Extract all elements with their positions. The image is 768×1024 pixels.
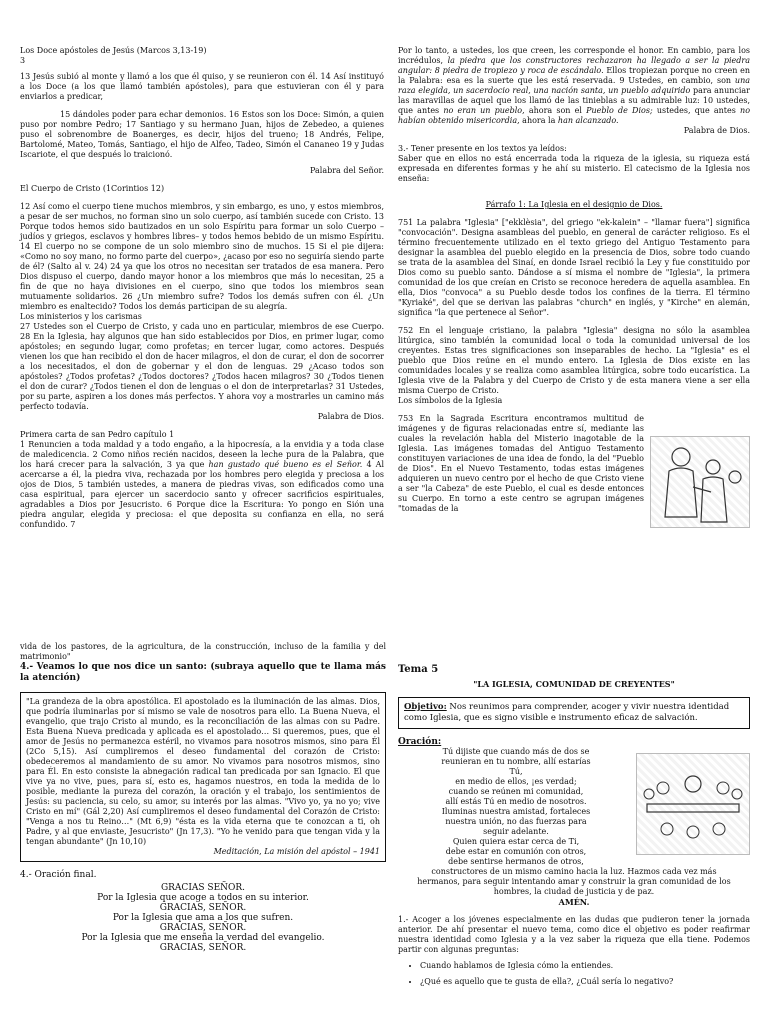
objective-box (398, 697, 750, 729)
objective-text: Nos reunimos para comprender, acoger y vivir nuestra identidad como Iglesia, que es signo visible e instrumento eficaz de salvación. (404, 702, 730, 723)
prayer-line: en medio de ellos, ¡es verdad; (455, 777, 577, 786)
apostles-heading: Los Doce apóstoles de Jesús (Marcos 3,13-19) (20, 46, 207, 55)
saint-quote-box (20, 692, 386, 862)
prayer-text-wide (398, 867, 750, 907)
prayer-text (398, 747, 634, 867)
corinthians-paragraph-2: 27 Ustedes son el Cuerpo de Cristo, y cada uno en particular, miembros de ese Cuerpo. 28 En la Iglesia, hay algunos que han sido establecidos por Dios, en primer lugar, como apóstoles; en segundo lugar, como profetas; en tercer lugar, como actores. Después vienen los que han recibido el don de hacer milagros, el don de curar, el don de socorrer a los necesitados, el don de gobernar y el don de lenguas. 29 ¿Acaso todos son apóstoles? ¿Todos profetas? ¿Todos doctores? ¿Todos hacen milagros? 30 ¿Todos tienen el don de curar? ¿Todos tienen el don de lenguas o el don de interpretarlas? 31 Ustedes, por su parte, aspiren a los dones más perfectos. Y ahora voy a mostrarles un camino más perfecto todavía. (20, 322, 384, 411)
item-1-welcome: 1.- Acoger a los jóvenes especialmente en las dudas que pudieron tener la jornada anterior. De ahí presentar el nuevo tema, como dice el objetivo es poder reafirmar nuestra identidad como Iglesia y a la vez saber la riqueza que ella tiene. Podemos partir con algunas preguntas: (398, 915, 750, 954)
prayer-label: Oración: (398, 737, 442, 747)
right-top-page (398, 46, 750, 528)
cont-c: para anunciar las maravillas de aquel que los llamó de las tinieblas a su admirable luz: 10 ustedes, que antes (398, 86, 751, 115)
prayer-line: hombres, la ciudad de justicia y de paz. (493, 887, 655, 896)
closing-word-god: Palabra de Dios. (317, 412, 384, 421)
saint-quote: "La grandeza de la obra apostólica. El apostolado es la iluminación de las almas. Dios, que podría iluminarlas por sí mismo se vale de nosotros para ello. La Buena Nueva, el evangelio, que trajo Cristo al mundo, es la reconciliación de las almas con su Padre. Esta Buena Nueva predicada y aplicada es el apostolado… Si queremos, pues, que el amor de Jesús no permanezca estéril, no vivamos para nosotros mismos, sino para Él (2Co 5,15). Así cumpliremos el deseo fundamental del corazón de Cristo: obedeceremos al mandamiento de su amor. No vivamos para nosotros mismos, sino para Él. En esto consiste la abnegación radical tan predicada por san Ignacio. El que vive ya no vive, pues, para sí, esto es, hagamos nuestros, en toda la medida de lo posible, mediante la pureza del corazón, la oración y el trabajo, los sentimientos de Jesús: su paciencia, su celo, su amor, su interés por las almas. "Vivo yo, ya no yo; vive Cristo en mí" (Gál 2,20) Así cumpliremos el deseo fundamental del Corazón de Cristo: "Venga a nos tu Reino…" (Mt 6,9) "ésta es la vida eterna que te conozcan a ti, oh Padre, y al que enviaste, Jesucristo" (Jn 17,3). "Yo he venido para que tengan vida y la tengan abundante" (Jn 10,10) (26, 697, 380, 846)
last-supper-illustration (636, 753, 750, 855)
cont-italic-4: Pueblo de Dios; (586, 106, 653, 115)
cont-italic-3: no eran un pueblo, (443, 106, 525, 115)
left-top-page (20, 46, 384, 530)
images-continuation: vida de los pastores, de la agricultura, de la construcción, incluso de la familia y del matrimonio" (20, 642, 386, 661)
peter-text-b: 4 Al acercarse a él, la piedra viva, rechazada por los hombres pero elegida y preciosa a los ojos de Dios, 5 también ustedes, a manera de piedras vivas, son edificados como una casa espiritual, para ejercer un sacerdocio santo y ofrecer sacrificios espirituales, agradables a Dios por Jesucristo. 6 Porque dice la Escritura: Yo pongo en Sión una piedra angular, elegida y preciosa: el que deposita su confianza en ella, no será confundido. 7 (20, 460, 385, 529)
catechism-753: 753 En la Sagrada Escritura encontramos multitud de imágenes y de figuras relacionadas entre sí, mediante las cuales la revelación habla del Misterio inagotable de la Iglesia. Las imágenes tomadas del Antiguo Testamento constituyen variaciones de una idea de fondo, la del "Pueblo de Dios". En el Nuevo Testamento, todas estas imágenes adquieren un nuevo centro por el hecho de que Cristo viene a ser "la Cabeza" de este Pueblo, el cual es desde entonces su Cuerpo. En torno a este centro se agrupan imágenes "tomadas de la (398, 414, 644, 513)
prayer-line: constructores de un mismo camino hacia la luz. Hazmos cada vez más (431, 867, 717, 876)
tema-title: "LA IGLESIA, COMUNIDAD DE CREYENTES" (473, 679, 675, 689)
prayer-line: Tú, (509, 767, 523, 776)
cont-f: ahora la (519, 116, 558, 125)
prayer-line: allí estás Tú en medio de nosotros. (445, 797, 587, 806)
litany-line: Por la Iglesia que me enseña la verdad del evangelio. (81, 933, 325, 943)
prayer-line: Tú dijiste que cuando más de dos se (442, 747, 590, 756)
jesus-icon (651, 437, 749, 527)
cont-b: Ellos tropiezan porque no creen en la Palabra: esa es la suerte que les está reservada. 9 Ustedes, en cambio, son (398, 66, 751, 85)
prayer-line: debe sentirse hermanos de otros, (448, 857, 584, 866)
item-4-saint: 4.- Veamos lo que nos dice un santo: (subraya aquello que te llama más la atención) (20, 662, 386, 683)
jesus-illustration (650, 436, 750, 528)
item-4-final-prayer: 4.- Oración final. (20, 870, 97, 880)
prayer-line: Quien quiera estar cerca de Ti, (452, 837, 580, 846)
symbols-subheading: Los símbolos de la Iglesia (398, 396, 503, 405)
body-of-christ-heading: El Cuerpo de Cristo (1Corintios 12) (20, 184, 165, 193)
cont-italic-1: la piedra que los constructores rechazaron ha llegado a ser la piedra angular: 8 piedra de tropiezo y roca de escándalo. (398, 56, 750, 75)
cont-a: Por lo tanto, a ustedes, los que creen, les corresponde el honor. En cambio, para los incrédulos, (398, 46, 750, 65)
item-3-text: Saber que en ellos no está encerrada toda la riqueza de la iglesia, su riqueza está expresada en diferentes formas y he ahí su misterio. El catecismo de la Iglesia nos enseña: (398, 154, 750, 183)
prayer-line: seguir adelante. (483, 827, 549, 836)
litany-line: Por la Iglesia que acoge a todos en su interior. (97, 893, 309, 903)
prayer-line: Iluminas nuestra amistad, fortaleces (441, 807, 591, 816)
cont-italic-2: una raza elegida, un sacerdocio real, una nación santa, un pueblo adquirido (398, 76, 750, 95)
prayer-line: hermanos, para seguir intentando amar y construir la gran comunidad de los (417, 877, 731, 886)
ministries-subheading: Los ministerios y los carismas (20, 312, 142, 321)
litany-line: Por la Iglesia que ama a los que sufren. (112, 913, 294, 923)
left-bottom-page (20, 642, 386, 953)
catechism-751: 751 La palabra "Iglesia" ["ekklèsia", del griego "ek-kalein" – "llamar fuera"] significa "convocación". Designa asambleas del pueblo, en general de carácter religioso. Es el término frecuentemente utilizado en el texto griego del Antiguo Testamento para designar la asamblea del pueblo elegido en la presencia de Dios, sobre todo cuando se trata de la asamblea del Sinaí, en donde Israel recibió la Ley y fue constituido por Dios como su pueblo santo. Dándose a sí misma el nombre de "Iglesia", la primera comunidad de los que creían en Cristo se reconoce heredera de aquella asamblea. En ella, Dios "convoca" a su Pueblo desde todos los confines de la tierra. El término "Kyriaké", del que se derivan las palabras "church" en inglés, y "Kirche" en alemán, significa "la que pertenece al Señor". (398, 218, 750, 317)
peter-heading: Primera carta de san Pedro capítulo 1 (20, 430, 175, 439)
litany-line: GRACIAS, SEÑOR. (159, 923, 247, 933)
prayer-line: cuando se reúnen mi comunidad, (448, 787, 584, 796)
prayer-amen: AMÉN. (558, 897, 590, 907)
peter-text-italic: han gustado qué bueno es el Señor. (208, 460, 363, 469)
questions-list (398, 961, 750, 987)
quote-attribution: Meditación, La misión del apóstol – 1941 (213, 847, 380, 856)
right-bottom-page (398, 664, 750, 993)
paragraph-1-title: Párrafo 1: La Iglesia en el designio de Dios. (485, 200, 663, 209)
cont-d: ahora son el (524, 106, 587, 115)
cont-italic-6: han alcanzado. (557, 116, 619, 125)
thanks-litany (20, 883, 386, 953)
list-item: • ¿Qué es aquello que te gusta de ella?, ¿Cuál sería lo negativo? (420, 977, 750, 987)
closing-word-lord: Palabra del Señor. (309, 166, 384, 175)
peter-paragraph (20, 440, 384, 530)
prayer-line: nuestra unión, no das fuerzas para (445, 817, 587, 826)
item-3-label: 3.- Tener presente en los textos ya leídos: (398, 144, 567, 153)
litany-line: GRACIAS, SEÑOR. (159, 943, 247, 953)
peter-text-a: 1 Renuncien a toda maldad y a todo engaño, a la hipocresía, a la envidia y a toda clase de maledicencia. 2 Como niños recién nacidos, deseen la leche pura de la Palabra, que los hará crecer para la salvación, 3 ya que (20, 440, 384, 469)
prayer-line: debe estar en comunión con otros, (445, 847, 587, 856)
catechism-752: 752 En el lenguaje cristiano, la palabra "Iglesia" designa no sólo la asamblea litúrgica, sino también la comunidad local o toda la comunidad universal de los creyentes. Estas tres significaciones son inseparables de hecho. La "Iglesia" es el pueblo que Dios reúne en el mundo entero. La Iglesia de Dios existe en las comunidades locales y se realiza como asamblea litúrgica, sobre todo eucarística. La Iglesia vive de la Palabra y del Cuerpo de Cristo y de esta manera viene a ser ella misma Cuerpo de Cristo. (398, 326, 750, 395)
cont-e: ustedes, que antes (652, 106, 741, 115)
objective-label: Objetivo: (404, 702, 447, 712)
last-supper-icon (637, 754, 749, 854)
list-item: • Cuando hablamos de Iglesia cómo la entiendes. (420, 961, 750, 971)
page-number: 3 (20, 56, 26, 65)
litany-line: GRACIAS SEÑOR. (160, 883, 246, 893)
peter-continuation (398, 46, 750, 126)
prayer-line: reunieran en tu nombre, allí estarías (441, 757, 591, 766)
closing-word-god-2: Palabra de Dios. (683, 126, 750, 135)
corinthians-paragraph: 12 Así como el cuerpo tiene muchos miembros, y sin embargo, es uno, y estos miembros, a pesar de ser muchos, no forman sino un solo cuerpo, así también sucede con Cristo. 13 Porque todos hemos sido bautizados en un solo Espíritu para formar un solo Cuerpo –judíos y griegos, esclavos y hombres libres– y todos hemos bebido de un mismo Espíritu. 14 El cuerpo no se compone de un solo miembro sino de muchos. 15 Si el pie dijera: «Como no soy mano, no formo parte del cuerpo», ¿acaso por eso no seguiría siendo parte de él? (Salto al v. 24) 24 ya que los otros no necesitan ser tratados de esa manera. Pero Dios dispuso el cuerpo, dando mayor honor a los miembros que más lo necesitan, 25 a fin de que no haya divisiones en el cuerpo, sino que todos los miembros sean mutuamente solidarios. 26 ¿Un miembro sufre? Todos los demás sufren con él. ¿Un miembro es enaltecido? Todos los demás participan de su alegría. (20, 202, 384, 311)
litany-line: GRACIAS, SEÑOR. (159, 903, 247, 913)
tema-label: Tema 5 (398, 664, 439, 675)
cont-italic-5: no habían obtenido misericordia, (398, 106, 751, 125)
mark-paragraph-1: 13 Jesús subió al monte y llamó a los que él quiso, y se reunieron con él. 14 Así instituyó a los Doce (a los que llamó también apóstoles), para que estuvieran con él y para enviarlos a predicar, (20, 72, 384, 101)
mark-paragraph-2: 15 dándoles poder para echar demonios. 16 Estos son los Doce: Simón, a quien puso por nombre Pedro; 17 Santiago y su hermano Juan, hijos de Zebedeo, a quienes puso el sobrenombre de Boanerges, es decir, hijos del trueno; 18 Andrés, Felipe, Bartolomé, Mateo, Tomás, Santiago, el hijo de Alfeo, Tadeo, Simón el Cananeo 19 y Judas Iscariote, el que después lo traicionó. (20, 110, 384, 159)
